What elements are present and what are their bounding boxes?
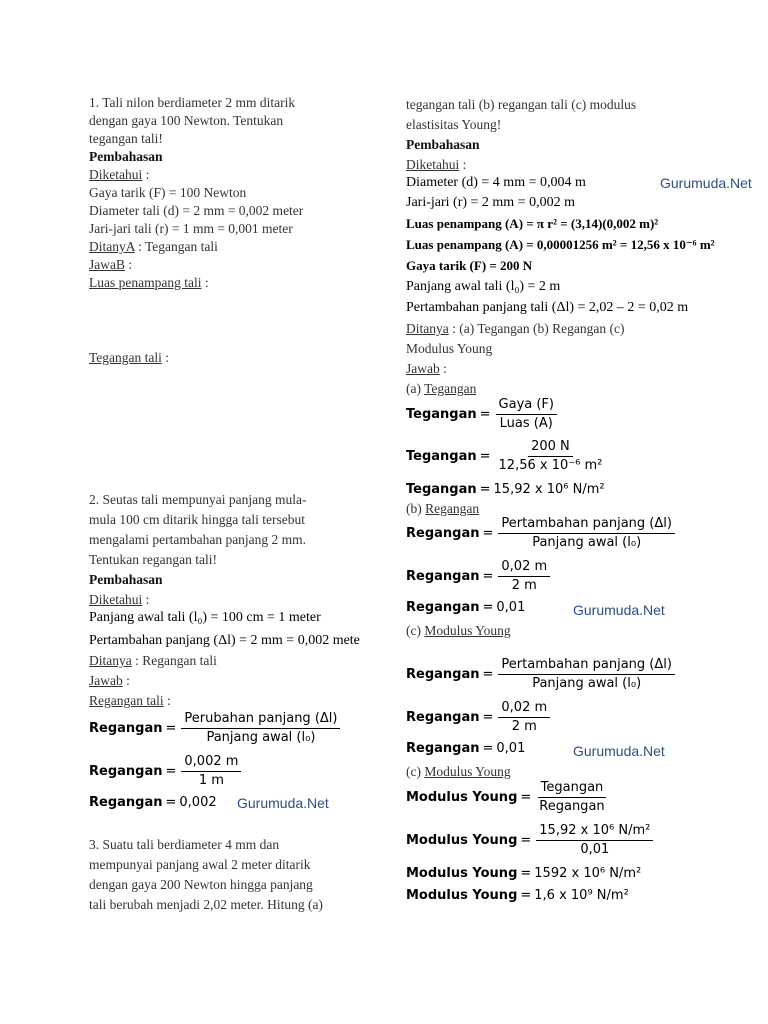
asked-label: DitanyA : Tegangan tali xyxy=(89,239,218,254)
problem-3-text: mempunyai panjang awal 2 meter ditarik xyxy=(89,857,311,872)
strain-formula: Regangan = $\frac{\text{Perubahan panjang (Δl)}}{\text{Panjang awal (l₀)}}$ xyxy=(89,712,340,746)
stress-formula: Tegangan = $\frac{\text{Gaya (F)}}{\text{Luas (A)}}$ xyxy=(406,398,557,432)
strain-formula: Regangan = $\frac{\text{Pertambahan panjang (Δl)}}{\text{Panjang awal (l₀)}}$ xyxy=(406,517,675,551)
asked-label: Ditanya : (a) Tegangan (b) Regangan (c) xyxy=(406,321,625,336)
problem-3-text: elastisitas Young! xyxy=(406,117,502,132)
strain-label: Regangan tali : xyxy=(89,693,171,708)
given-item: Diameter tali (d) = 2 mm = 0,002 meter xyxy=(89,203,304,218)
given-item: Gaya tarik (F) = 200 N xyxy=(406,258,533,273)
watermark-text: Gurumuda.Net xyxy=(573,743,665,759)
problem-2-text: Tentukan regangan tali! xyxy=(89,552,217,567)
strain-substitution: Regangan = $\frac{0,02 m}{2 m}$ xyxy=(406,560,550,594)
asked-label: Ditanya : Regangan tali xyxy=(89,653,217,668)
given-item: Pertambahan panjang tali (Δl) = 2,02 – 2 = 0,02 m xyxy=(406,300,689,315)
section-heading: Pembahasan xyxy=(89,149,163,164)
problem-1-text: tegangan tali! xyxy=(89,131,163,146)
section-heading: Pembahasan xyxy=(406,137,480,152)
given-item: Diameter (d) = 4 mm = 0,004 m xyxy=(406,175,586,190)
problem-3-text: tali berubah menjadi 2,02 meter. Hitung (a) xyxy=(89,897,323,912)
given-item: Jari-jari (r) = 2 mm = 0,002 m xyxy=(406,195,575,210)
problem-2-text: mula 100 cm ditarik hingga tali tersebut xyxy=(89,512,305,527)
watermark-text: Gurumuda.Net xyxy=(573,602,665,618)
problem-3-text: dengan gaya 200 Newton hingga panjang xyxy=(89,877,313,892)
part-c-label: (c) Modulus Young xyxy=(406,764,511,779)
watermark-text: Gurumuda.Net xyxy=(237,795,329,811)
part-a-label: (a) Tegangan xyxy=(406,381,477,396)
problem-1-text: dengan gaya 100 Newton. Tentukan xyxy=(89,113,284,128)
answer-label: Jawab : xyxy=(406,361,447,376)
given-item: Luas penampang (A) = π r² = (3,14)(0,002 m)² xyxy=(406,216,659,231)
strain-formula: Regangan = $\frac{\text{Pertambahan panjang (Δl)}}{\text{Panjang awal (l₀)}}$ xyxy=(406,658,675,692)
watermark-text: Gurumuda.Net xyxy=(660,175,752,191)
problem-1-text: 1. Tali nilon berdiameter 2 mm ditarik xyxy=(89,95,296,110)
given-item: Panjang awal tali (l₀) = 100 cm = 1 meter xyxy=(89,610,321,625)
problem-2-text: mengalami pertambahan panjang 2 mm. xyxy=(89,532,307,547)
cross-section-label: Luas penampang tali : xyxy=(89,275,209,290)
asked-label: Modulus Young xyxy=(406,341,493,356)
given-item: Pertambahan panjang (Δl) = 2 mm = 0,002 mete xyxy=(89,633,360,648)
given-item: Panjang awal tali (l₀) = 2 m xyxy=(406,279,561,294)
strain-result: Regangan = 0,002 xyxy=(89,795,217,810)
young-formula: Modulus Young = $\frac{\text{Tegangan}}{\text{Regangan}}$ xyxy=(406,780,605,815)
given-item: Luas penampang (A) = 0,00001256 m² = 12,56 x 10⁻⁶ m² xyxy=(406,237,715,252)
strain-substitution: Regangan = $\frac{0,002 m}{1 m}$ xyxy=(89,755,241,789)
stress-result: Tegangan = 15,92 x 10⁶ N/m² xyxy=(406,482,605,497)
young-result: Modulus Young = 1,6 x 10⁹ N/m² xyxy=(406,888,629,903)
problem-3-text: 3. Suatu tali berdiameter 4 mm dan xyxy=(89,837,280,852)
given-item: Gaya tarik (F) = 100 Newton xyxy=(89,185,247,200)
given-item: Jari-jari tali (r) = 1 mm = 0,001 meter xyxy=(89,221,293,236)
stress-label: Tegangan tali : xyxy=(89,350,170,365)
given-label: Diketahui : xyxy=(406,157,467,172)
answer-label: Jawab : xyxy=(89,673,130,688)
strain-substitution: Regangan = $\frac{0,02 m}{2 m}$ xyxy=(406,701,550,735)
strain-result: Regangan = 0,01 xyxy=(406,600,526,615)
young-substitution: Modulus Young = $\frac{\text{15,92 x 10⁶ N/m²}}{0,01}$ xyxy=(406,824,653,858)
answer-label: JawaB : xyxy=(89,257,133,272)
young-intermediate: Modulus Young = 1592 x 10⁶ N/m² xyxy=(406,866,642,881)
part-b-label: (b) Regangan xyxy=(406,501,480,516)
problem-3-text: tegangan tali (b) regangan tali (c) modulus xyxy=(406,97,637,112)
stress-substitution: Tegangan = $\frac{200 N}{\text{12,56 x 10⁻⁶ m²}}$ xyxy=(406,439,603,474)
part-c-label: (c) Modulus Young xyxy=(406,623,511,638)
given-label: Diketahui : xyxy=(89,592,150,607)
given-label: Diketahui : xyxy=(89,167,150,182)
problem-2-text: 2. Seutas tali mempunyai panjang mula- xyxy=(89,492,307,507)
strain-result: Regangan = 0,01 xyxy=(406,741,526,756)
section-heading: Pembahasan xyxy=(89,572,163,587)
